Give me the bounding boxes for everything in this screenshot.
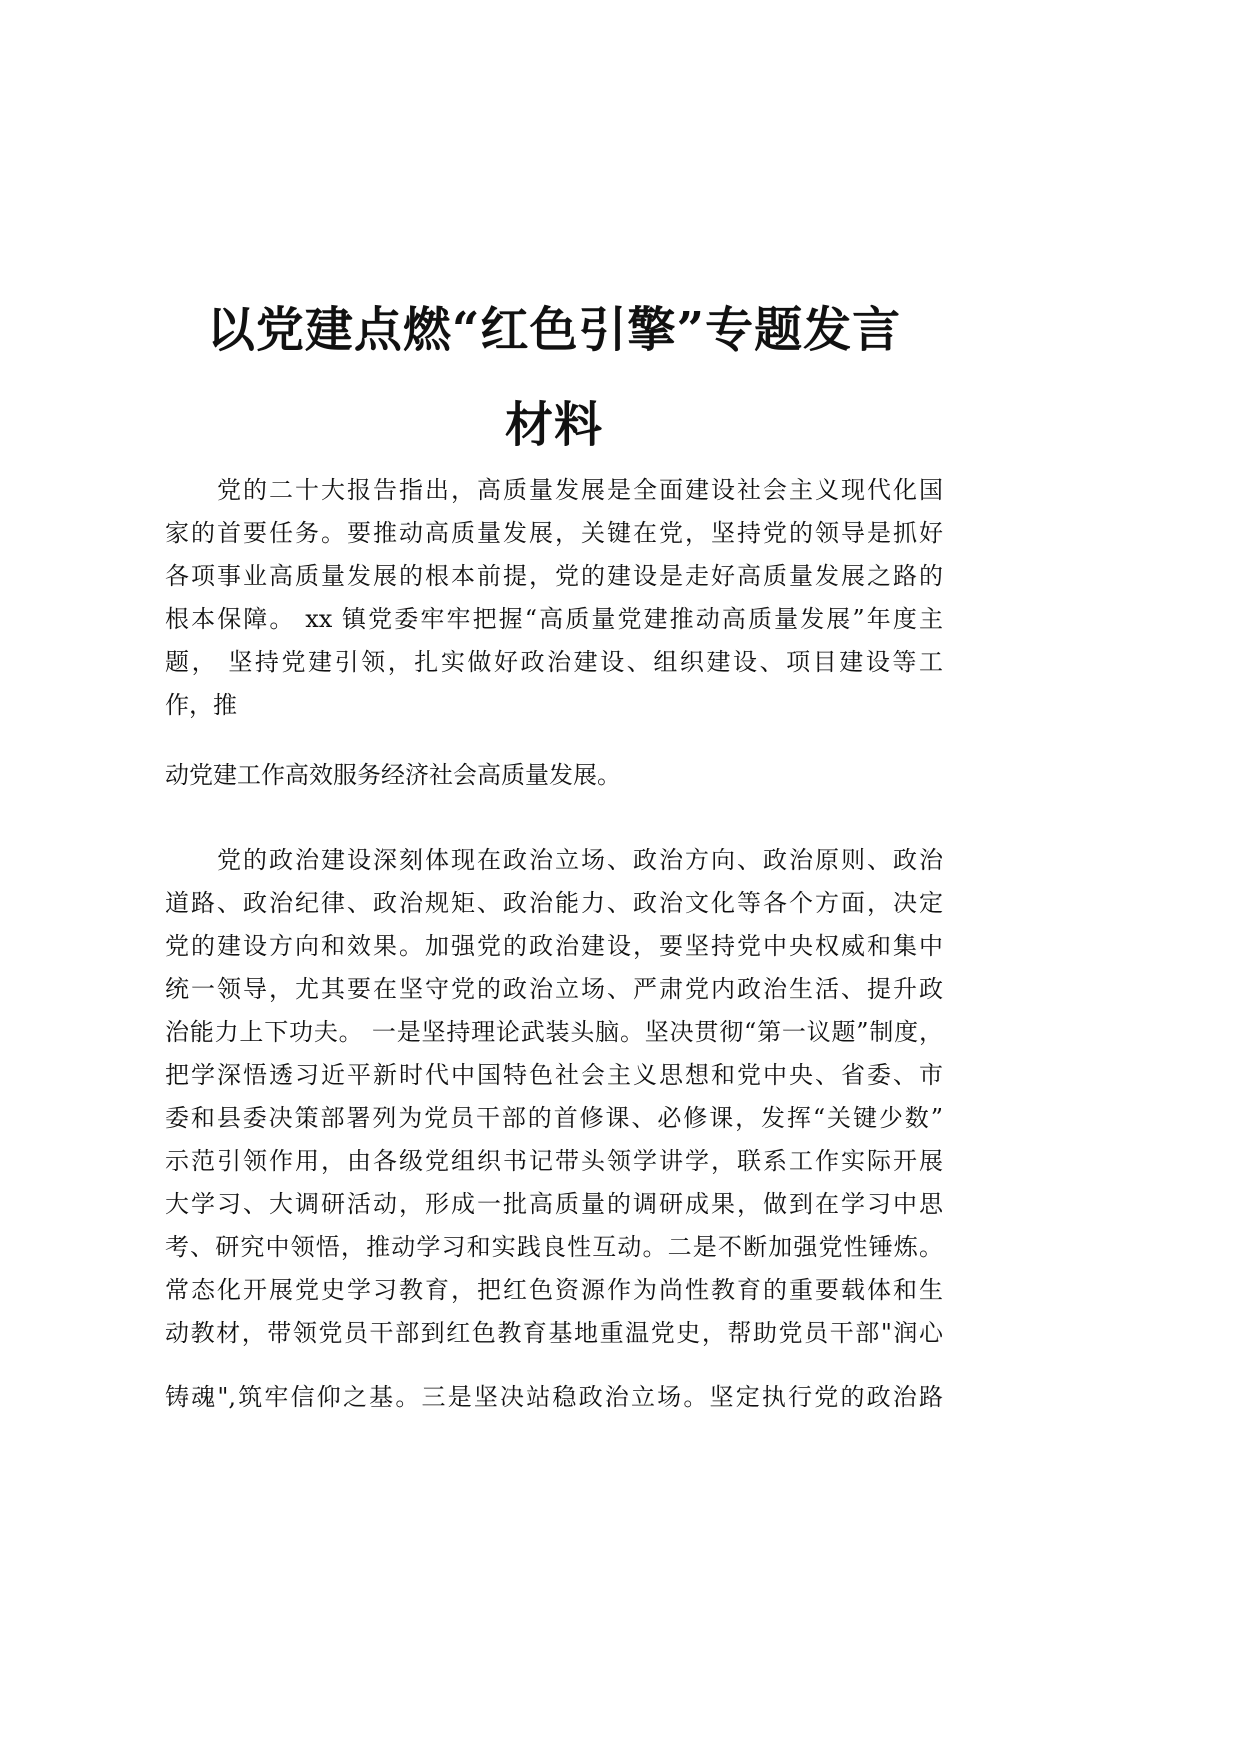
text-line: 把学深悟透习近平新时代中国特色社会主义思想和党中央、省委、市 xyxy=(165,1061,943,1089)
text-line: 统一领导，尤其要在坚守党的政治立场、严肃党内政治生活、提升政 xyxy=(165,975,943,1003)
text-line: 考、研究中领悟，推动学习和实践良性互动。二是不断加强党性锤炼。 xyxy=(165,1233,943,1261)
text-line: 示范引领作用，由各级党组织书记带头领学讲学，联系工作实际开展 xyxy=(165,1147,943,1175)
text-line: 党的二十大报告指出，高质量发展是全面建设社会主义现代化国 xyxy=(217,476,943,504)
paragraph xyxy=(165,469,943,727)
text-line: 各项事业高质量发展的根本前提，党的建设是走好高质量发展之路的 xyxy=(165,562,943,590)
text-line: 党的建设方向和效果。加强党的政治建设，要坚持党中央权威和集中 xyxy=(165,932,943,960)
document-title xyxy=(165,283,943,473)
text-column xyxy=(165,0,943,1754)
text-line: 根本保障。 xx 镇党委牢牢把握“高质量党建推动高质量发展”年度主 xyxy=(165,605,943,633)
text-line: 治能力上下功夫。 一是坚持理论武装头脑。坚决贯彻“第一议题”制度， xyxy=(165,1018,943,1046)
text-line: 铸魂",筑牢信仰之基。三是坚决站稳政治立场。坚定执行党的政治路 xyxy=(165,1383,943,1411)
text-line: 大学习、大调研活动，形成一批高质量的调研成果，做到在学习中思 xyxy=(165,1190,943,1218)
text-line: 道路、政治纪律、政治规矩、政治能力、政治文化等各个方面，决定 xyxy=(165,889,943,917)
text-line: 动党建工作高效服务经济社会高质量发展。 xyxy=(165,761,621,789)
title-line: 以党建点燃“红色引擎”专题发言 xyxy=(206,302,902,358)
text-line: 动教材，带领党员干部到红色教育基地重温党史，帮助党员干部"润心 xyxy=(165,1319,943,1347)
text-line: 委和县委决策部署列为党员干部的首修课、必修课，发挥“关键少数” xyxy=(165,1104,943,1132)
paragraph xyxy=(165,1376,943,1419)
paragraph xyxy=(165,839,943,1355)
text-line: 常态化开展党史学习教育，把红色资源作为尚性教育的重要载体和生 xyxy=(165,1276,943,1304)
text-line: 题， 坚持党建引领，扎实做好政治建设、组织建设、项目建设等工 xyxy=(165,648,943,676)
text-line: 党的政治建设深刻体现在政治立场、政治方向、政治原则、政治 xyxy=(217,846,943,874)
text-line: 家的首要任务。要推动高质量发展，关键在党，坚持党的领导是抓好 xyxy=(165,519,943,547)
title-line: 材料 xyxy=(504,397,603,453)
paragraph xyxy=(165,754,943,797)
text-line: 作，推 xyxy=(165,691,237,719)
